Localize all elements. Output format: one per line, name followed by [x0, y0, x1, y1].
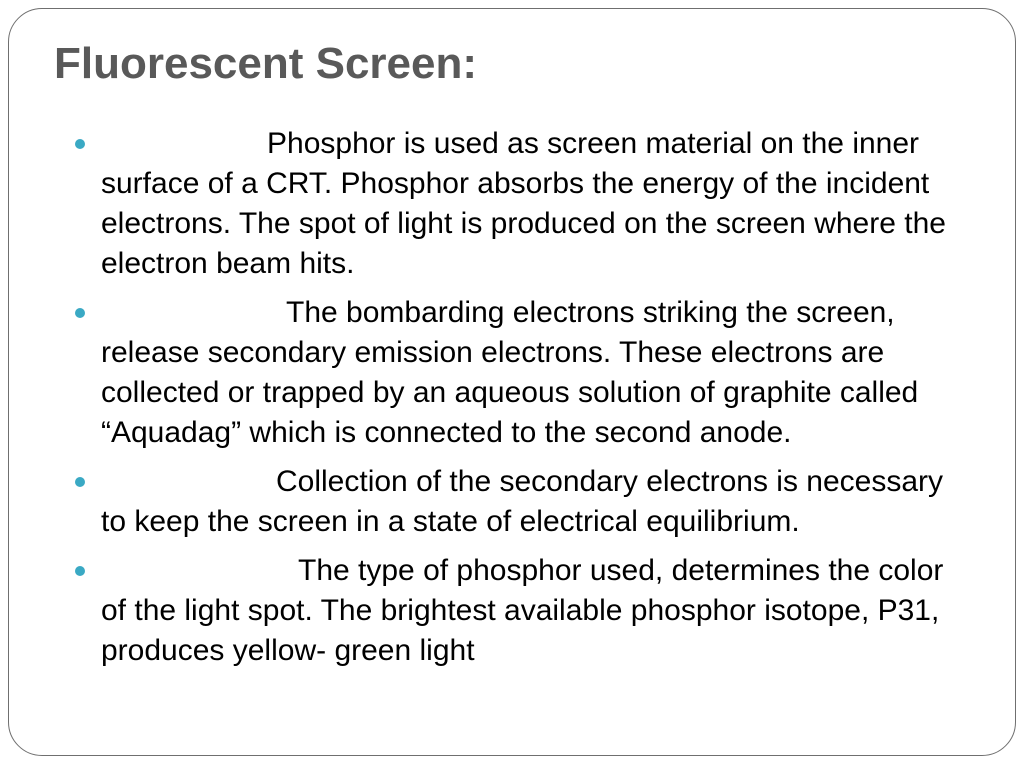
bullet-dot-icon [75, 139, 85, 149]
bullet-item [0, 293, 1024, 453]
bullet-item [0, 462, 1024, 542]
bullet-list [0, 124, 1024, 680]
bullet-text: Collection of the secondary electrons is necessary to keep the screen in a state of electrical equilibrium. [101, 465, 944, 538]
bullet-dot-icon [75, 308, 85, 318]
bullet-text: The type of phosphor used, determines the color of the light spot. The brightest available phosphor isotope, P31, produces yellow- green light [101, 554, 944, 667]
bullet-text: Phosphor is used as screen material on the inner surface of a CRT. Phosphor absorbs the energy of the incident electrons. The spot of light is produced on the screen where the electron beam hits. [101, 127, 946, 280]
slide-title: Fluorescent Screen: [54, 39, 478, 88]
bullet-text: The bombarding electrons striking the screen, release secondary emission electrons. These electrons are collected or trapped by an aqueous solution of graphite called “Aquadag” which is connected to the second anode. [101, 296, 919, 449]
bullet-dot-icon [75, 477, 85, 487]
bullet-item [0, 551, 1024, 671]
bullet-dot-icon [75, 566, 85, 576]
bullet-item [0, 124, 1024, 284]
